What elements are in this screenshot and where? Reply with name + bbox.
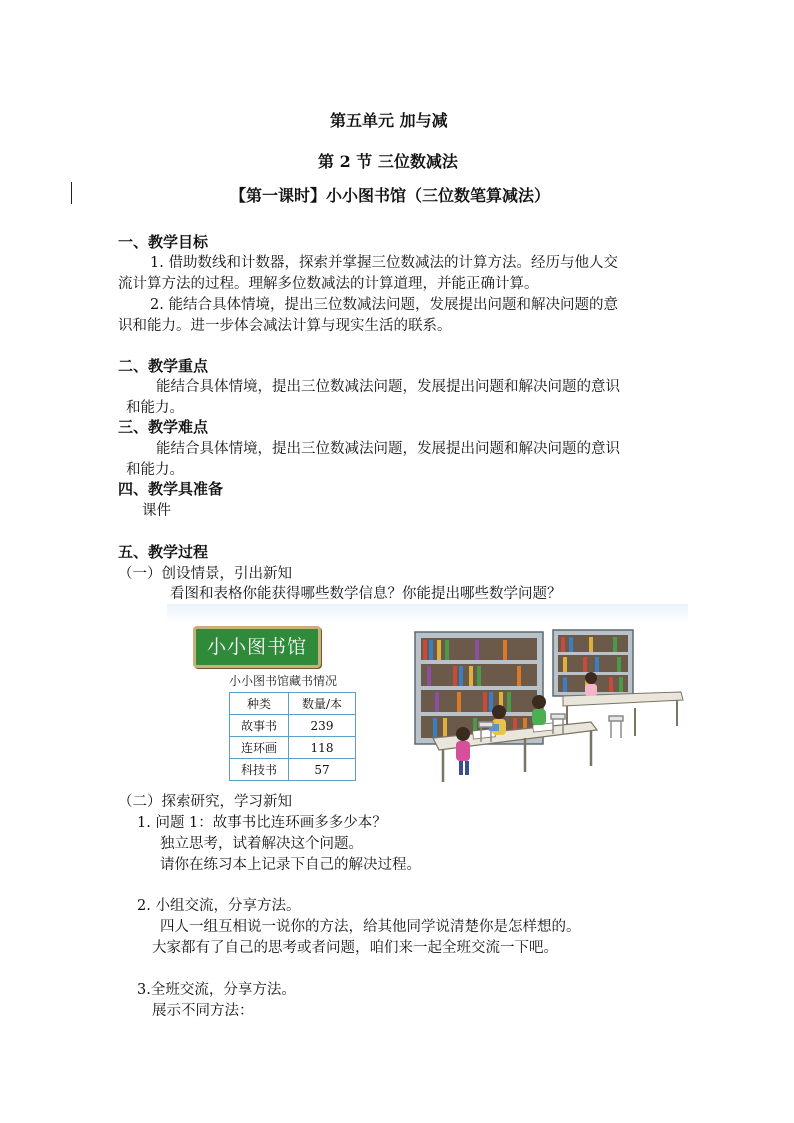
library-figure xyxy=(167,604,688,784)
child-girl-icon xyxy=(456,727,470,775)
header-type: 种类 xyxy=(230,693,289,715)
library-illustration xyxy=(413,626,685,784)
book-table xyxy=(229,692,356,781)
objective-2-line-2: 识和能力。进一步体会减法计算与现实生活的联系。 xyxy=(118,318,452,334)
question-1-step-a: 独立思考，试着解决这个问题。 xyxy=(160,836,363,852)
question-3-step-a: 展示不同方法： xyxy=(152,1003,254,1019)
objectives-heading: 一、教学目标 xyxy=(118,233,209,251)
materials-text: 课件 xyxy=(142,503,171,519)
question-2-step-a: 四人一组互相说一说你的方法，给其他同学说清楚你是怎样想的。 xyxy=(160,919,581,935)
part-1-title: （一）创设情景，引出新知 xyxy=(118,566,292,582)
difficulties-heading: 三、教学难点 xyxy=(118,418,209,436)
row-qty: 57 xyxy=(289,759,356,781)
question-1: 1. 问题 1：故事书比连环画多多少本？ xyxy=(137,815,387,831)
question-3: 3.全班交流，分享方法。 xyxy=(137,982,296,998)
section-title: 第 2 节 三位数减法 xyxy=(318,152,458,171)
key-points-line-2: 和能力。 xyxy=(126,400,184,416)
objective-1-line-2: 流计算方法的过程。理解多位数减法的计算道理，并能正确计算。 xyxy=(118,276,539,292)
unit-title: 第五单元 加与减 xyxy=(330,111,448,130)
table-header-row xyxy=(230,693,356,715)
objective-1-line-1: 1. 借助数线和计数器，探索并掌握三位数减法的计算方法。经历与他人交 xyxy=(150,255,618,271)
text-cursor xyxy=(71,182,72,204)
lesson-title: 【第一课时】小小图书馆（三位数笔算减法） xyxy=(230,186,551,205)
difficulties-line-1: 能结合具体情境，提出三位数减法问题，发展提出问题和解决问题的意识 xyxy=(156,441,620,457)
part-1-text: 看图和表格你能获得哪些数学信息？你能提出哪些数学问题？ xyxy=(170,586,562,602)
row-qty: 118 xyxy=(289,737,356,759)
header-qty: 数量/本 xyxy=(289,693,356,715)
part-2-title: （二）探索研究，学习新知 xyxy=(118,794,292,810)
child-boy-icon xyxy=(532,695,546,725)
row-type: 故事书 xyxy=(230,715,289,737)
question-1-step-b: 请你在练习本上记录下自己的解决过程。 xyxy=(160,857,421,873)
table-row xyxy=(230,737,356,759)
difficulties-line-2: 和能力。 xyxy=(126,462,184,478)
library-badge: 小小图书馆 xyxy=(193,626,321,668)
materials-heading: 四、教学具准备 xyxy=(118,480,224,498)
key-points-line-1: 能结合具体情境，提出三位数减法问题，发展提出问题和解决问题的意识 xyxy=(156,379,620,395)
question-2-step-b: 大家都有了自己的思考或者问题，咱们来一起全班交流一下吧。 xyxy=(152,940,558,956)
row-type: 科技书 xyxy=(230,759,289,781)
question-2: 2. 小组交流，分享方法。 xyxy=(137,898,301,914)
table-caption: 小小图书馆藏书情况 xyxy=(229,674,338,688)
objective-2-line-1: 2. 能结合具体情境，提出三位数减法问题，发展提出问题和解决问题的意 xyxy=(150,297,618,313)
table-row xyxy=(230,759,356,781)
row-type: 连环画 xyxy=(230,737,289,759)
process-heading: 五、教学过程 xyxy=(118,543,209,561)
table-row xyxy=(230,715,356,737)
row-qty: 239 xyxy=(289,715,356,737)
key-points-heading: 二、教学重点 xyxy=(118,357,209,375)
